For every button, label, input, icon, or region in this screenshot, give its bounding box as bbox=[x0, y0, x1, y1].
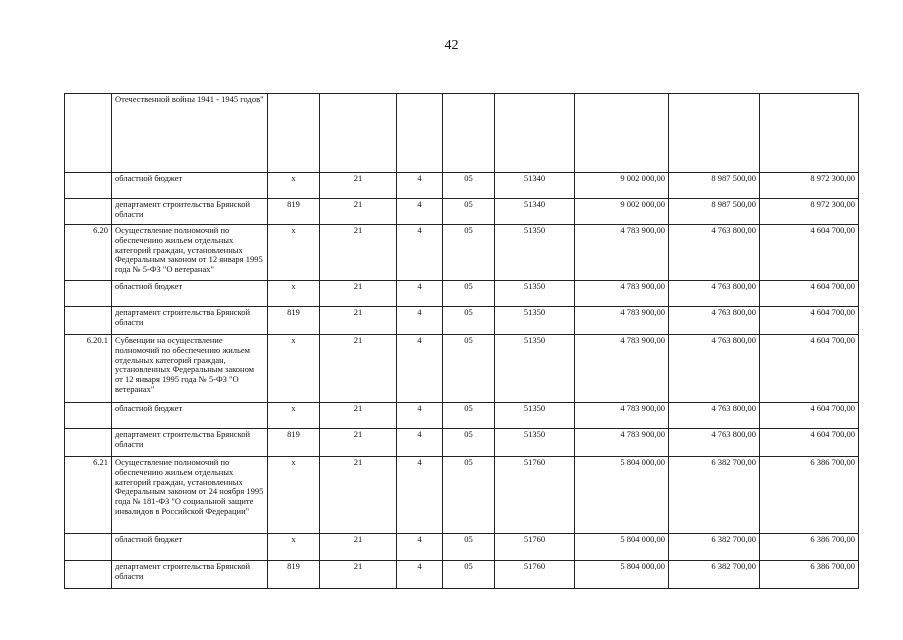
table-row bbox=[65, 199, 859, 225]
page-number: 42 bbox=[444, 38, 459, 53]
row-code-3: 4 bbox=[397, 403, 443, 429]
row-value-3: 4 604 700,00 bbox=[760, 307, 859, 335]
row-name: Субвенции на осуществление полномочий по обеспечению жильем отдельных категорий граждан, установленных Федеральным законом от 12 января 1995 года № 5-ФЗ "О ветеранах" bbox=[112, 335, 268, 403]
table-row bbox=[65, 307, 859, 335]
row-code-4: 05 bbox=[443, 561, 495, 589]
row-value-2 bbox=[669, 94, 760, 173]
row-value-1: 4 783 900,00 bbox=[575, 429, 669, 457]
row-code-2: 21 bbox=[320, 199, 397, 225]
row-code-1 bbox=[268, 94, 320, 173]
row-number bbox=[65, 94, 112, 173]
row-code-4: 05 bbox=[443, 173, 495, 199]
row-code-4: 05 bbox=[443, 307, 495, 335]
row-value-1 bbox=[575, 94, 669, 173]
row-value-2: 8 987 500,00 bbox=[669, 199, 760, 225]
row-value-3: 4 604 700,00 bbox=[760, 281, 859, 307]
row-code-2: 21 bbox=[320, 534, 397, 561]
table-row bbox=[65, 335, 859, 403]
row-number bbox=[65, 429, 112, 457]
table-body bbox=[65, 94, 859, 589]
row-value-3: 4 604 700,00 bbox=[760, 403, 859, 429]
row-code-2: 21 bbox=[320, 429, 397, 457]
row-code-5: 51350 bbox=[495, 281, 575, 307]
row-value-1: 5 804 000,00 bbox=[575, 457, 669, 534]
row-code-3: 4 bbox=[397, 307, 443, 335]
row-value-1: 4 783 900,00 bbox=[575, 225, 669, 281]
row-code-1: 819 bbox=[268, 561, 320, 589]
row-code-4 bbox=[443, 94, 495, 173]
row-name: Осуществление полномочий по обеспечению жильем отдельных категорий граждан, установленных Федеральным законом от 12 января 1995 года № 5-ФЗ "О ветеранах" bbox=[112, 225, 268, 281]
row-value-1: 4 783 900,00 bbox=[575, 335, 669, 403]
row-value-3: 4 604 700,00 bbox=[760, 335, 859, 403]
row-value-1: 4 783 900,00 bbox=[575, 403, 669, 429]
row-name: департамент строительства Брянской области bbox=[112, 199, 268, 225]
row-code-3 bbox=[397, 94, 443, 173]
row-code-5: 51760 bbox=[495, 534, 575, 561]
row-code-1: х bbox=[268, 403, 320, 429]
table-row bbox=[65, 173, 859, 199]
row-code-2: 21 bbox=[320, 335, 397, 403]
row-name: Осуществление полномочий по обеспечению жильем отдельных категорий граждан, установленных Федеральным законом от 24 ноября 1995 года № 181-ФЗ "О социальной защите инвалидов в Российской Федерации" bbox=[112, 457, 268, 534]
row-number: 6.20 bbox=[65, 225, 112, 281]
table-row bbox=[65, 281, 859, 307]
row-value-2: 4 763 800,00 bbox=[669, 281, 760, 307]
row-number: 6.20.1 bbox=[65, 335, 112, 403]
row-code-1: х bbox=[268, 534, 320, 561]
row-value-2: 8 987 500,00 bbox=[669, 173, 760, 199]
row-value-2: 4 763 800,00 bbox=[669, 307, 760, 335]
row-value-2: 4 763 800,00 bbox=[669, 403, 760, 429]
row-number bbox=[65, 281, 112, 307]
row-value-2: 4 763 800,00 bbox=[669, 429, 760, 457]
row-number bbox=[65, 173, 112, 199]
row-number bbox=[65, 561, 112, 589]
row-code-1: 819 bbox=[268, 429, 320, 457]
row-value-2: 4 763 800,00 bbox=[669, 225, 760, 281]
row-code-4: 05 bbox=[443, 199, 495, 225]
row-name: областной бюджет bbox=[112, 534, 268, 561]
row-code-4: 05 bbox=[443, 429, 495, 457]
row-code-3: 4 bbox=[397, 534, 443, 561]
row-number bbox=[65, 534, 112, 561]
row-value-1: 4 783 900,00 bbox=[575, 307, 669, 335]
row-code-5: 51340 bbox=[495, 199, 575, 225]
row-code-1: х bbox=[268, 225, 320, 281]
row-code-5: 51350 bbox=[495, 225, 575, 281]
row-value-1: 5 804 000,00 bbox=[575, 561, 669, 589]
row-code-4: 05 bbox=[443, 403, 495, 429]
row-code-1: х bbox=[268, 335, 320, 403]
row-code-4: 05 bbox=[443, 457, 495, 534]
row-code-2: 21 bbox=[320, 225, 397, 281]
row-value-3: 4 604 700,00 bbox=[760, 429, 859, 457]
row-code-2: 21 bbox=[320, 281, 397, 307]
row-code-1: х bbox=[268, 281, 320, 307]
table-row bbox=[65, 561, 859, 589]
row-name: Отечественной войны 1941 - 1945 годов" bbox=[112, 94, 268, 173]
row-value-3: 6 386 700,00 bbox=[760, 534, 859, 561]
row-name: областной бюджет bbox=[112, 281, 268, 307]
row-value-1: 4 783 900,00 bbox=[575, 281, 669, 307]
table-row bbox=[65, 403, 859, 429]
row-number bbox=[65, 403, 112, 429]
row-name: областной бюджет bbox=[112, 403, 268, 429]
row-code-3: 4 bbox=[397, 199, 443, 225]
row-value-3: 4 604 700,00 bbox=[760, 225, 859, 281]
row-code-1: х bbox=[268, 457, 320, 534]
table-row bbox=[65, 534, 859, 561]
row-code-1: 819 bbox=[268, 199, 320, 225]
table-row bbox=[65, 457, 859, 534]
row-name: департамент строительства Брянской области bbox=[112, 429, 268, 457]
row-value-2: 6 382 700,00 bbox=[669, 457, 760, 534]
row-value-1: 5 804 000,00 bbox=[575, 534, 669, 561]
budget-table bbox=[64, 93, 859, 589]
row-code-5: 51760 bbox=[495, 457, 575, 534]
row-code-5 bbox=[495, 94, 575, 173]
row-code-4: 05 bbox=[443, 281, 495, 307]
row-value-3: 8 972 300,00 bbox=[760, 173, 859, 199]
row-code-3: 4 bbox=[397, 457, 443, 534]
row-code-4: 05 bbox=[443, 335, 495, 403]
row-code-2: 21 bbox=[320, 173, 397, 199]
row-value-3: 6 386 700,00 bbox=[760, 457, 859, 534]
row-name: департамент строительства Брянской области bbox=[112, 307, 268, 335]
row-number: 6.21 bbox=[65, 457, 112, 534]
row-value-1: 9 002 000,00 bbox=[575, 173, 669, 199]
row-value-3 bbox=[760, 94, 859, 173]
row-code-2: 21 bbox=[320, 403, 397, 429]
row-code-1: 819 bbox=[268, 307, 320, 335]
row-code-3: 4 bbox=[397, 173, 443, 199]
table-row bbox=[65, 94, 859, 173]
row-code-2 bbox=[320, 94, 397, 173]
row-value-1: 9 002 000,00 bbox=[575, 199, 669, 225]
row-code-4: 05 bbox=[443, 534, 495, 561]
row-code-5: 51350 bbox=[495, 429, 575, 457]
row-value-2: 4 763 800,00 bbox=[669, 335, 760, 403]
row-code-5: 51340 bbox=[495, 173, 575, 199]
row-number bbox=[65, 199, 112, 225]
row-code-3: 4 bbox=[397, 561, 443, 589]
row-code-4: 05 bbox=[443, 225, 495, 281]
table-row bbox=[65, 225, 859, 281]
row-value-2: 6 382 700,00 bbox=[669, 534, 760, 561]
row-code-3: 4 bbox=[397, 225, 443, 281]
row-code-2: 21 bbox=[320, 561, 397, 589]
row-number bbox=[65, 307, 112, 335]
row-code-3: 4 bbox=[397, 281, 443, 307]
row-code-5: 51350 bbox=[495, 335, 575, 403]
row-name: департамент строительства Брянской области bbox=[112, 561, 268, 589]
row-code-2: 21 bbox=[320, 307, 397, 335]
row-code-5: 51760 bbox=[495, 561, 575, 589]
row-name: областной бюджет bbox=[112, 173, 268, 199]
row-code-3: 4 bbox=[397, 429, 443, 457]
row-code-5: 51350 bbox=[495, 403, 575, 429]
row-value-2: 6 382 700,00 bbox=[669, 561, 760, 589]
row-code-1: х bbox=[268, 173, 320, 199]
row-value-3: 6 386 700,00 bbox=[760, 561, 859, 589]
row-code-3: 4 bbox=[397, 335, 443, 403]
table-row bbox=[65, 429, 859, 457]
row-code-5: 51350 bbox=[495, 307, 575, 335]
row-value-3: 8 972 300,00 bbox=[760, 199, 859, 225]
row-code-2: 21 bbox=[320, 457, 397, 534]
